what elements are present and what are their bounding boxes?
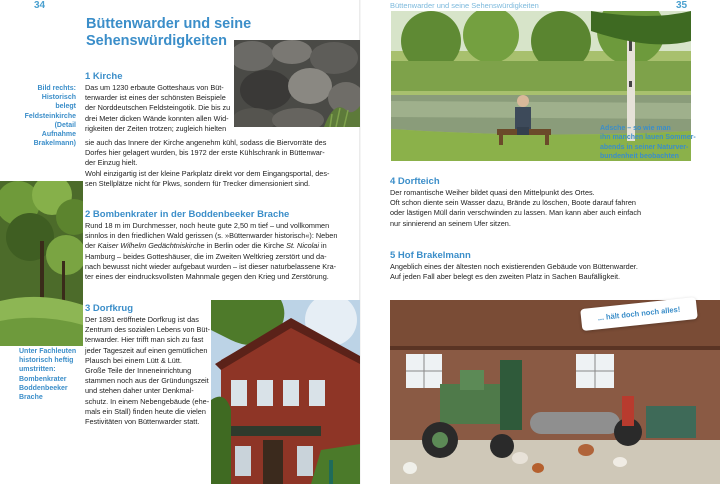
text-run-italic: St. Nicolai bbox=[286, 241, 319, 251]
text-line: drei Meter dicken Wände konnten allen Wid- bbox=[85, 113, 229, 123]
running-head: Büttenwarder und seine Sehenswürdigkeiten bbox=[390, 1, 539, 10]
section-body-kirche-b bbox=[85, 138, 355, 189]
text-line: stammen noch aus der Gründungszeit bbox=[85, 376, 209, 386]
section-heading-kirche: 1 Kirche bbox=[85, 71, 123, 82]
text-line: mals ein Stall) finden heute die vielen bbox=[85, 406, 206, 416]
section-body-hof bbox=[390, 262, 710, 282]
text-line: Festivitäten von Büttenwarder statt. bbox=[85, 417, 200, 427]
text-line: Dorfes hier gelagert wurden, bis 1972 der erste Kühlschrank in Büttenwar- bbox=[85, 148, 325, 158]
text-run: in Berlin oder die Kirche bbox=[204, 241, 287, 251]
text-line: Hamburg – beides Gotteshäuser, die im Zweiten Weltkrieg zerstört und da- bbox=[85, 251, 327, 261]
section-body-kirche-a bbox=[85, 83, 235, 134]
text-line: Angeblich eines der ältesten noch existierenden Gebäude von Büttenwarder. bbox=[390, 262, 638, 271]
section-kirche bbox=[85, 71, 235, 134]
text-line: rigkeiten der Zeiten trotzen; zugleich hielten bbox=[85, 123, 227, 133]
section-heading-dorfteich: 4 Dorfteich bbox=[390, 176, 440, 187]
text-line: ter eines der eindrucksvollsten Mahnmale gegen den Krieg und Zerstörung. bbox=[85, 272, 329, 282]
title-line-2: Sehenswürdigkeiten bbox=[86, 33, 228, 49]
caption-line: Bombenkrater bbox=[19, 375, 67, 383]
caption-line: Feldsteinkirche bbox=[24, 112, 76, 120]
caption-line: Historisch belegt bbox=[41, 94, 76, 111]
text-line: Der romantische Weiher bildet quasi den Mittelpunkt des Ortes. bbox=[390, 188, 595, 197]
text-line bbox=[85, 241, 357, 251]
text-line: sinnlos in den friedlichen Wald gerissen (s. »Büttenwarder historisch«): Neben bbox=[85, 231, 338, 241]
text-line: der Norddeutschen Feldsteingotik. Die bis zu bbox=[85, 103, 231, 113]
church-stone-photo bbox=[234, 40, 360, 127]
text-line: sen Stellplätze nicht für Pkws, sondern für Trecker dimensioniert sind. bbox=[85, 178, 311, 188]
section-body-dorfkrug bbox=[85, 315, 211, 427]
section-body-dorfteich bbox=[390, 188, 710, 229]
note-line: abends in seiner Naturver- bbox=[600, 143, 689, 151]
right-page-number: 35 bbox=[676, 0, 688, 11]
caption-line: Brakelmann) bbox=[33, 140, 76, 148]
text-line: Plausch bei einem Lütt & Lütt. bbox=[85, 355, 182, 365]
text-line: oder lästigen Müll darin verschwinden zu lassen. Man kann aber auch einfach bbox=[390, 208, 642, 218]
text-line: Der 1891 eröffnete Dorfkrug ist das bbox=[85, 315, 199, 324]
text-line: Oft schon diente sein Wasser dazu, Brände zu löschen, Boote darauf fahren bbox=[390, 198, 636, 208]
section-heading-bombenkrater: 2 Bombenkrater in der Boddenbeeker Brache bbox=[85, 209, 290, 220]
caption-line: Brache bbox=[19, 394, 43, 402]
note-line: ihn manchen lauen Sommer- bbox=[600, 134, 696, 142]
section-hof-brakelmann bbox=[390, 250, 710, 282]
text-run: der bbox=[85, 241, 98, 251]
text-line: Das um 1230 erbaute Gotteshaus von Büt- bbox=[85, 83, 224, 92]
text-run: in bbox=[318, 241, 327, 251]
title-line-1: Büttenwarder und seine bbox=[86, 16, 252, 32]
text-line: jeder Tageszeit auf einen gemütlichen bbox=[85, 345, 208, 355]
section-dorfteich bbox=[390, 176, 710, 229]
text-line: tenwarder. Hier trifft man sich zu fast bbox=[85, 335, 204, 345]
text-line: tenwarder ist eines der schönsten Beispiele bbox=[85, 93, 226, 103]
text-line: nur sinnierend an seinem Ufer sitzen. bbox=[390, 218, 511, 228]
pond-photo-note bbox=[600, 124, 715, 162]
text-line: sie auch das Innere der Kirche angenehm kühl, sodass die Biervorräte des bbox=[85, 138, 327, 147]
caption-line: historisch heftig bbox=[19, 357, 74, 365]
text-line: Wohl einzigartig ist der kleine Parkplatz direkt vor dem Eingangsportal, des- bbox=[85, 168, 330, 178]
text-line: schutz. In einem Nebengebäude (ehe- bbox=[85, 396, 210, 406]
section-bombenkrater bbox=[85, 209, 357, 282]
note-line: Adsche – so wie man bbox=[600, 125, 671, 132]
section-heading-dorfkrug: 3 Dorfkrug bbox=[85, 303, 134, 314]
farm-note-text: ... hält doch noch alles! bbox=[597, 304, 681, 323]
dorfkrug-photo bbox=[211, 300, 360, 484]
text-line: Zentrum des sozialen Lebens von Büt- bbox=[85, 325, 210, 335]
caption-line: Bild rechts: bbox=[37, 85, 76, 92]
caption-line: Boddenbeeker bbox=[19, 384, 68, 392]
text-run-italic: Kaiser Wilhelm Gedächtniskirche bbox=[97, 241, 205, 251]
text-line: und stehen daher unter Denkmal- bbox=[85, 386, 194, 396]
text-line: Auf jeden Fall aber belegt es den zweiten Platz in Sachen Baufälligkeit. bbox=[390, 272, 620, 282]
farm-photo bbox=[390, 300, 720, 484]
section-dorfkrug bbox=[85, 303, 211, 427]
forest-photo bbox=[0, 181, 83, 346]
section-heading-hof: 5 Hof Brakelmann bbox=[390, 250, 471, 261]
caption-line: Unter Fachleuten bbox=[19, 348, 77, 355]
section-body-bombenkrater bbox=[85, 221, 357, 282]
caption-church bbox=[22, 84, 76, 148]
text-line: der Einzug hielt. bbox=[85, 158, 138, 168]
left-page-number: 34 bbox=[34, 0, 46, 11]
text-line: Große Teile der Inneneinrichtung bbox=[85, 366, 192, 376]
caption-line: umstritten: bbox=[19, 366, 56, 374]
caption-line: (Detail Aufnahme bbox=[41, 121, 76, 139]
note-line: bundenheit beobachten bbox=[600, 153, 679, 161]
text-line: nach bewusst nicht wieder aufgebaut wurden – ist dieser naturbelassene Kra- bbox=[85, 261, 337, 271]
caption-bombenkrater bbox=[19, 347, 89, 402]
text-line: Rund 18 m im Durchmesser, noch heute gute 2,50 m tief – und vollkommen bbox=[85, 221, 330, 230]
